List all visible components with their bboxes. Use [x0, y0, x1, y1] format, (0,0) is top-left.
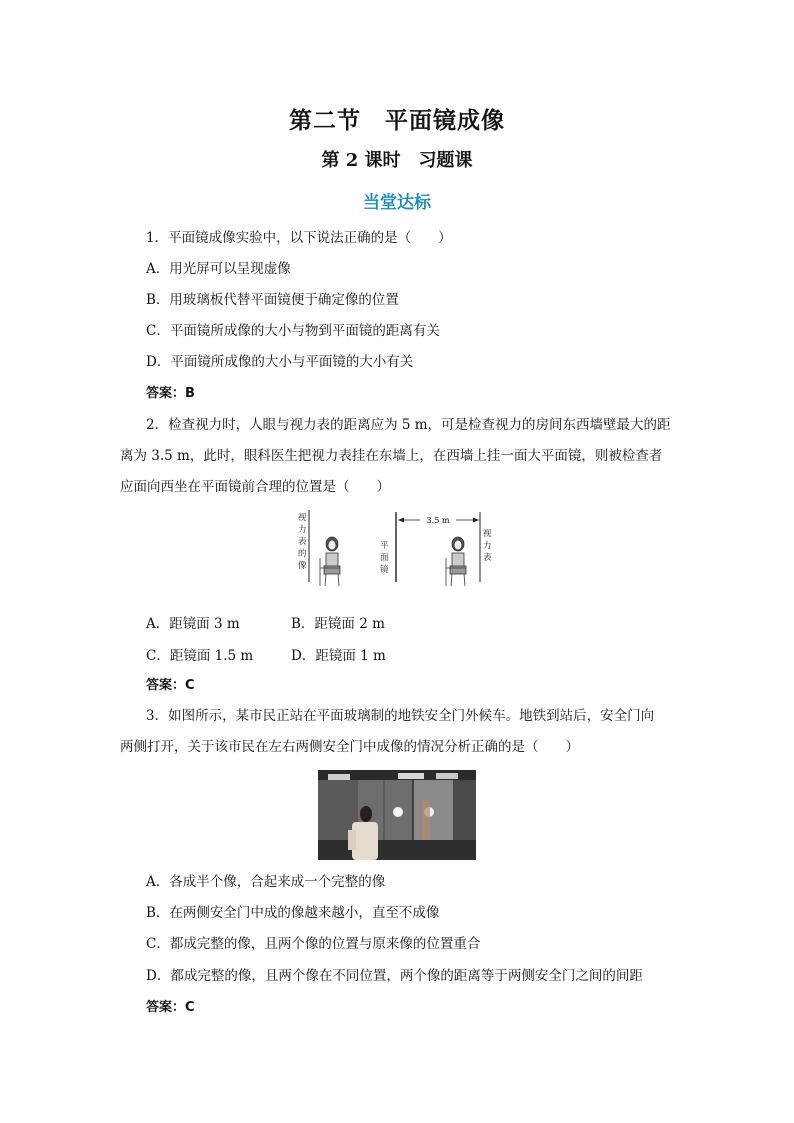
label-eye-chart-char: 表 — [483, 553, 492, 563]
question-3-stem-line-2: 两侧打开，关于该市民在左右两侧安全门中成像的情况分析正确的是（ ） — [120, 739, 579, 755]
label-mirror-char: 平 — [380, 541, 389, 551]
label-chart-image — [298, 513, 307, 571]
label-mirror-char: 镜 — [380, 565, 389, 575]
question-1-answer: 答案：B — [146, 386, 195, 401]
page-subtitle: 第 2 课时 习题课 — [321, 150, 473, 171]
question-2-options-row-2 — [146, 644, 386, 664]
page-title: 第二节 平面镜成像 — [289, 107, 505, 134]
question-1-stem: 1．平面镜成像实验中，以下说法正确的是（ ） — [146, 230, 452, 246]
question-1-option-d: D．平面镜所成像的大小与平面镜的大小有关 — [146, 354, 414, 370]
section-heading: 当堂达标 — [363, 193, 431, 213]
person-image-icon — [320, 537, 340, 586]
question-2-option-b: B．距镜面 2 m — [291, 616, 385, 632]
distance-label: 3.5 m — [426, 516, 450, 525]
question-3-answer: 答案：C — [146, 1000, 195, 1015]
question-2-stem-line-3: 应面向西坐在平面镜前合理的位置是（ ） — [120, 479, 390, 495]
subway-door-photo — [318, 770, 476, 860]
question-3-stem-line-1: 3．如图所示，某市民正站在平面玻璃制的地铁安全门外候车。地铁到站后，安全门向 — [146, 708, 655, 724]
question-3-option-d: D．都成完整的像，且两个像在不同位置，两个像的距离等于两侧安全门之间的间距 — [146, 968, 643, 984]
label-chart-image-char: 视 — [298, 513, 307, 523]
question-1-option-c: C．平面镜所成像的大小与物到平面镜的距离有关 — [146, 323, 440, 339]
question-3-option-a: A．各成半个像，合起来成一个完整的像 — [146, 874, 386, 890]
question-2-stem-line-2: 离为 3.5 m，此时，眼科医生把视力表挂在东墙上，在西墙上挂一面大平面镜，则被检查者 — [120, 448, 663, 464]
question-2-options-row-1 — [146, 612, 385, 632]
question-1-option-a: A．用光屏可以呈现虚像 — [146, 261, 291, 277]
question-2-option-d: D．距镜面 1 m — [291, 648, 386, 664]
question-3-option-c: C．都成完整的像，且两个像的位置与原来像的位置重合 — [146, 936, 481, 952]
label-chart-image-char: 表 — [298, 537, 307, 547]
label-mirror — [380, 541, 389, 575]
label-eye-chart-char: 力 — [483, 541, 492, 551]
eye-test-diagram — [296, 508, 496, 598]
question-2-option-a: A．距镜面 3 m — [146, 616, 240, 632]
question-2-stem-line-1: 2．检查视力时，人眼与视力表的距离应为 5 m，可是检查视力的房间东西墙壁最大的距 — [146, 417, 671, 433]
label-chart-image-char: 力 — [298, 525, 307, 535]
door-marker-left — [393, 807, 403, 817]
label-chart-image-char: 的 — [298, 549, 307, 559]
label-chart-image-char: 像 — [298, 561, 307, 571]
label-eye-chart-char: 视 — [483, 529, 492, 539]
label-eye-chart — [483, 529, 492, 563]
question-1-option-b: B．用玻璃板代替平面镜便于确定像的位置 — [146, 292, 399, 308]
person-icon — [446, 537, 466, 586]
distance-arrow — [398, 514, 479, 526]
label-mirror-char: 面 — [380, 553, 389, 563]
question-2-option-c: C．距镜面 1.5 m — [146, 648, 254, 664]
question-3-option-b: B．在两侧安全门中成的像越来越小，直至不成像 — [146, 905, 440, 921]
question-2-answer: 答案：C — [146, 678, 195, 693]
